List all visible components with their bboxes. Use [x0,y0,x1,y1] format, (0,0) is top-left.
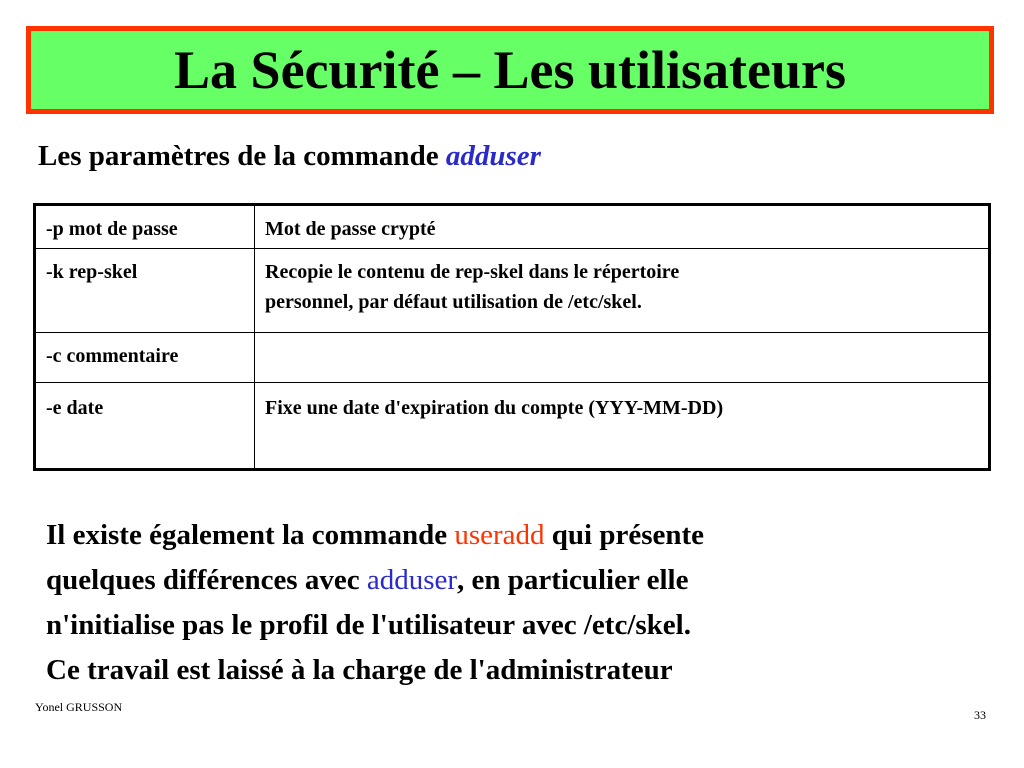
description-cell [255,333,990,383]
author-footer: Yonel GRUSSON [35,700,123,714]
body-paragraph [46,513,986,693]
page-number: 33 [974,708,986,722]
paragraph-line [46,513,986,558]
subtitle-command: adduser [445,140,541,172]
line-text: quelques différences avec [46,564,367,596]
table-row [35,333,990,383]
table-row [35,249,990,333]
line-text: , en particulier elle [457,564,689,596]
option-cell: -k rep-skel [35,249,255,333]
parameters-table [33,203,991,471]
line-text: Il existe également la commande [46,519,455,551]
keyword-useradd: useradd [454,519,545,551]
line-text: qui présente [544,519,705,551]
slide-title: La Sécurité – Les utilisateurs [174,40,846,100]
description-cell: Fixe une date d'expiration du compte (YYY-MM-DD) [255,383,990,470]
table-row [35,205,990,249]
paragraph-line [46,558,986,603]
option-cell: -p mot de passe [35,205,255,249]
description-cell [255,249,990,333]
subtitle-prefix: Les paramètres de la commande [38,140,446,172]
description-line: Recopie le contenu de rep-skel dans le répertoire [265,261,680,283]
keyword-adduser: adduser [366,564,458,596]
title-box [26,26,994,114]
description-cell: Mot de passe crypté [255,205,990,249]
subtitle [38,140,541,173]
description-line: personnel, par défaut utilisation de /etc/skel. [265,291,642,313]
option-cell: -e date [35,383,255,470]
table-row [35,383,990,470]
paragraph-line: n'initialise pas le profil de l'utilisateur avec /etc/skel. [46,609,691,641]
paragraph-line: Ce travail est laissé à la charge de l'administrateur [46,654,673,686]
option-cell: -c commentaire [35,333,255,383]
